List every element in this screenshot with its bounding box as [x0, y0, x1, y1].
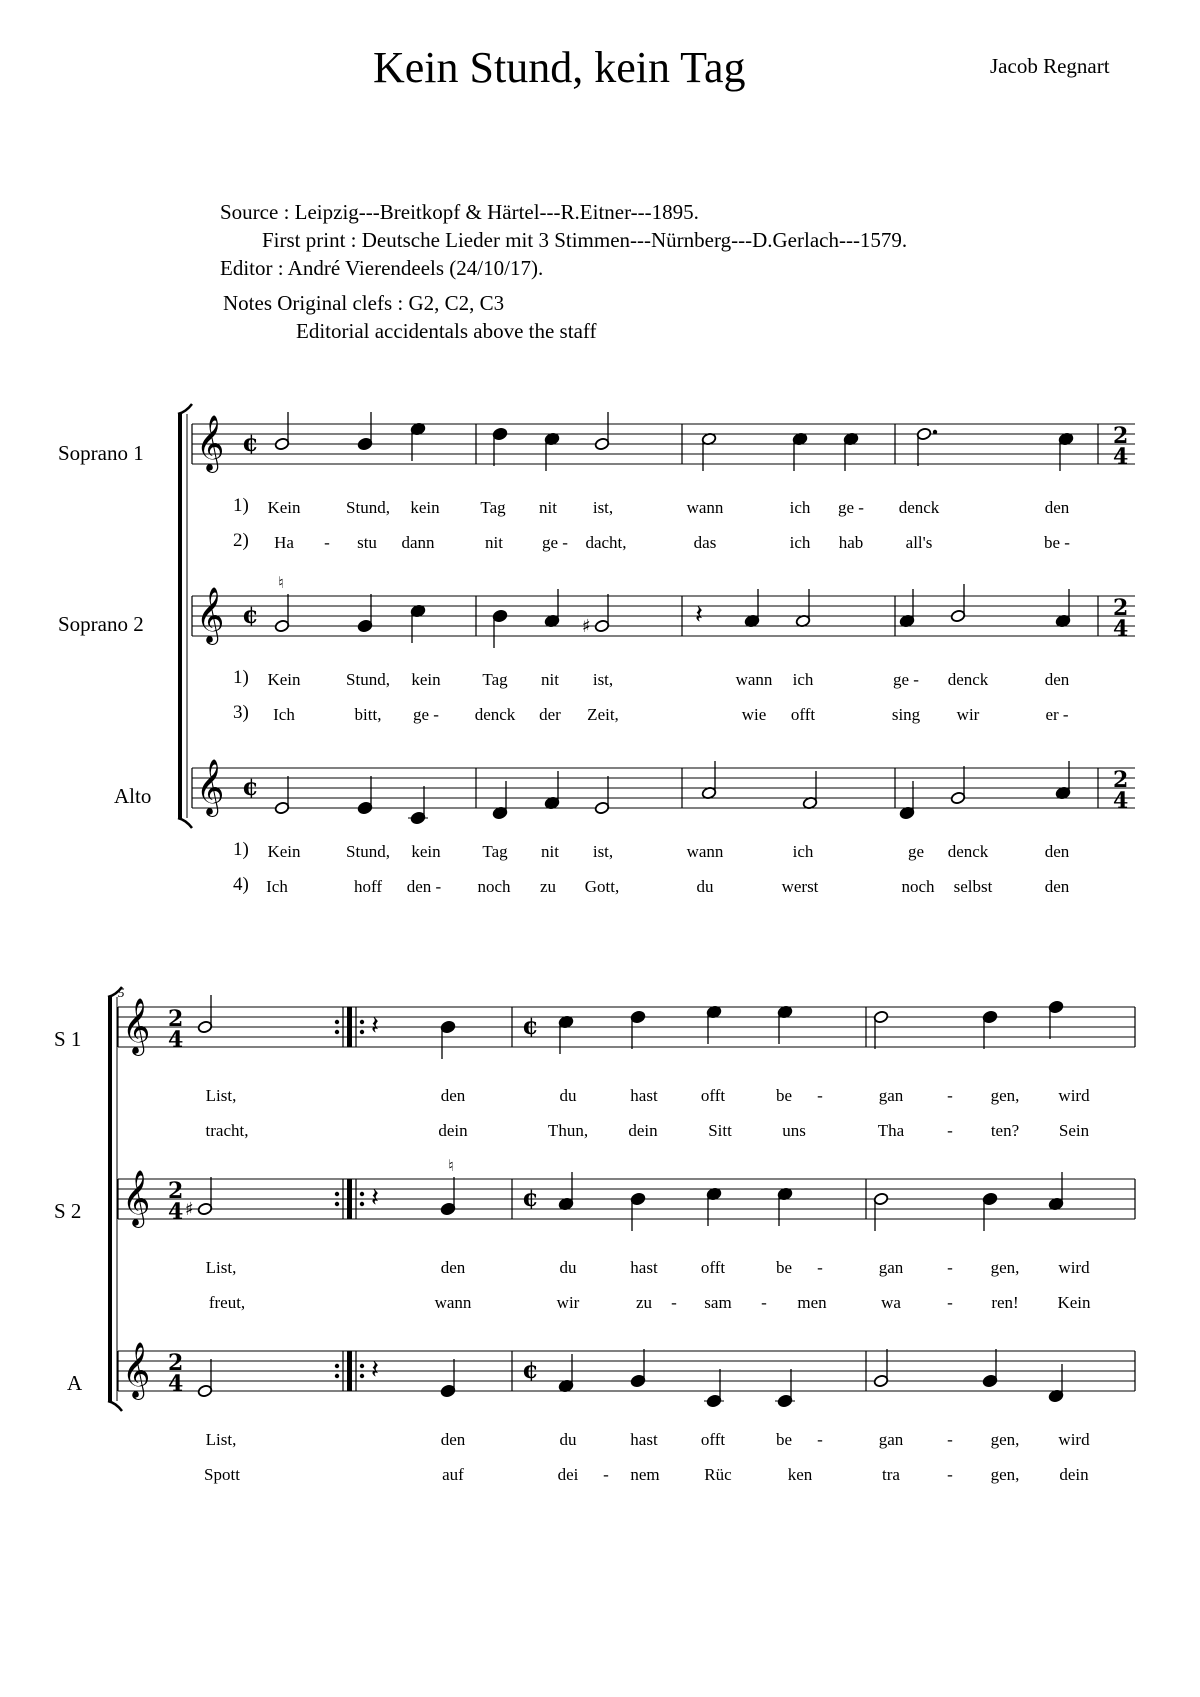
repeat-dot: [335, 1364, 339, 1368]
part-name-soprano1: Soprano 1: [58, 441, 144, 465]
notes-clefs-line: Notes Original clefs : G2, C2, C3: [223, 291, 505, 315]
lyric-syllable: -: [947, 1121, 953, 1140]
lyric-syllable: Gott,: [584, 877, 620, 896]
composer: Jacob Regnart: [990, 54, 1110, 78]
lyric-syllable: denck: [474, 705, 516, 724]
half-note: [795, 589, 810, 628]
lyric-syllable: den: [440, 1258, 466, 1277]
half-note: [701, 432, 716, 471]
lyric-syllable: Tag: [482, 670, 508, 689]
quarter-note: [357, 776, 372, 815]
time-signature-top: 2: [1113, 423, 1129, 449]
sharp-accidental-icon: ♯: [582, 616, 591, 637]
time-signature-top: 2: [1113, 595, 1129, 621]
lyric-syllable: den: [440, 1430, 466, 1449]
lyric-syllable: tracht,: [205, 1121, 249, 1140]
lyric-syllable: freut,: [208, 1293, 246, 1312]
lyric-syllable: ge -: [893, 670, 919, 689]
half-note: [197, 1359, 212, 1398]
cut-time-signature: ¢: [242, 600, 259, 629]
quarter-note: [558, 1354, 573, 1393]
treble-clef-icon: 𝄞: [122, 1170, 151, 1226]
lyric-syllable: kein: [411, 842, 441, 861]
lyric-syllable: du: [696, 877, 714, 896]
quarter-note: [982, 1192, 997, 1231]
lyric-syllable: dann: [401, 533, 435, 552]
lyric-syllable: ge -: [542, 533, 568, 552]
repeat-thick-line: [347, 1007, 352, 1047]
lyric-syllable: den: [1044, 670, 1070, 689]
lyric-syllable: den: [1044, 877, 1070, 896]
verse-number: 4): [233, 874, 249, 895]
time-signature-bottom: 4: [168, 1371, 184, 1397]
treble-clef-icon: 𝄞: [196, 415, 225, 471]
lyric-syllable: -: [817, 1430, 823, 1449]
quarter-note: [440, 1177, 455, 1216]
quarter-note: [558, 1015, 573, 1054]
cut-time-signature: ¢: [522, 1183, 539, 1212]
lyric-syllable: denck: [898, 498, 940, 517]
half-note: [873, 1349, 888, 1388]
lyric-syllable: zu: [539, 877, 557, 896]
lyric-syllable: -: [947, 1086, 953, 1105]
half-note: [594, 776, 609, 815]
lyric-syllable: offt: [790, 705, 816, 724]
lyric-syllable: werst: [781, 877, 819, 896]
lyric-syllable: -: [947, 1258, 953, 1277]
half-note: [274, 776, 289, 815]
half-note: [197, 1177, 212, 1216]
lyric-syllable: dacht,: [585, 533, 627, 552]
time-signature-bottom: 4: [1113, 788, 1129, 814]
lyric-syllable: Tag: [482, 842, 508, 861]
repeat-dot: [360, 1202, 364, 1206]
lyric-syllable: all's: [905, 533, 933, 552]
lyric-syllable: Kein: [267, 842, 301, 861]
lyric-syllable: Kein: [1057, 1293, 1091, 1312]
first-print-line: First print : Deutsche Lieder mit 3 Stimmen---Nürnberg---D.Gerlach---1579.: [262, 228, 908, 252]
part-name-soprano2: Soprano 2: [58, 612, 144, 636]
quarter-note: [843, 432, 858, 471]
quarter-note: [982, 1010, 997, 1049]
quarter-note: [706, 1005, 721, 1044]
half-note: [950, 766, 965, 805]
lyric-syllable: Sein: [1058, 1121, 1090, 1140]
lyric-syllable: offt: [700, 1258, 726, 1277]
lyric-syllable: ich: [789, 533, 811, 552]
quarter-note: [630, 1192, 645, 1231]
half-note: [594, 594, 609, 633]
lyric-syllable: wie: [741, 705, 767, 724]
lyric-syllable: wann: [686, 842, 724, 861]
lyric-syllable: ge -: [838, 498, 864, 517]
repeat-dot: [360, 1364, 364, 1368]
quarter-note: [775, 1369, 795, 1408]
verse-number: 3): [233, 702, 249, 723]
quarter-note: [1058, 432, 1073, 471]
lyric-syllable: List,: [205, 1086, 237, 1105]
lyric-syllable: wir: [556, 1293, 580, 1312]
quarter-note: [1048, 1000, 1063, 1039]
bracket-top-hook: [178, 404, 192, 414]
quarter-note: [1055, 761, 1070, 800]
staff-line-group: [118, 1007, 1135, 1047]
repeat-dot: [335, 1202, 339, 1206]
verse-number: 1): [233, 667, 249, 688]
lyric-syllable: du: [559, 1430, 577, 1449]
page-title: Kein Stund, kein Tag: [373, 43, 746, 92]
quarter-note: [744, 589, 759, 628]
half-note: [873, 1010, 888, 1049]
lyric-syllable: selbst: [953, 877, 993, 896]
lyric-syllable: nit: [541, 670, 559, 689]
part-name-s1: S 1: [54, 1027, 82, 1051]
lyric-syllable: denck: [947, 670, 989, 689]
lyric-syllable: den: [1044, 498, 1070, 517]
lyric-syllable: sam: [704, 1293, 732, 1312]
half-note: [274, 594, 289, 633]
lyric-syllable: wird: [1058, 1430, 1090, 1449]
lyric-syllable: hab: [838, 533, 864, 552]
lyric-syllable: -: [324, 533, 330, 552]
repeat-dot: [335, 1374, 339, 1378]
time-signature-bottom: 4: [1113, 444, 1129, 470]
lyric-syllable: hast: [630, 1086, 658, 1105]
lyric-syllable: er -: [1045, 705, 1069, 724]
staff-line-group: [192, 768, 1135, 808]
lyric-syllable: ich: [792, 670, 814, 689]
lyric-syllable: -: [947, 1465, 953, 1484]
lyric-syllable: ge: [907, 842, 925, 861]
lyric-syllable: Stund,: [346, 498, 390, 517]
lyric-syllable: das: [693, 533, 717, 552]
lyric-syllable: be: [775, 1430, 793, 1449]
lyric-syllable: ist,: [592, 498, 614, 517]
natural-accidental-icon: ♮: [278, 573, 284, 592]
lyric-syllable: gan: [878, 1086, 904, 1105]
lyric-syllable: Spott: [204, 1465, 240, 1484]
time-signature-bottom: 4: [168, 1027, 184, 1053]
lyric-syllable: ge -: [413, 705, 439, 724]
time-signature-top: 2: [168, 1006, 184, 1032]
lyric-syllable: ich: [789, 498, 811, 517]
time-signature-top: 2: [168, 1350, 184, 1376]
repeat-dot: [360, 1374, 364, 1378]
lyric-syllable: tra: [882, 1465, 900, 1484]
treble-clef-icon: 𝄞: [122, 1342, 151, 1398]
lyric-syllable: Rüc: [704, 1465, 732, 1484]
quarter-note: [1048, 1172, 1063, 1211]
lyric-syllable: gen,: [990, 1465, 1020, 1484]
lyric-syllable: Ha: [274, 533, 294, 552]
verse-number: 1): [233, 495, 249, 516]
quarter-note: [492, 781, 507, 820]
lyric-syllable: Stund,: [346, 842, 390, 861]
lyric-syllable: ken: [787, 1465, 813, 1484]
half-note: [701, 761, 716, 800]
half-note: [197, 995, 212, 1034]
quarter-note: [544, 589, 559, 628]
lyric-syllable: -: [817, 1086, 823, 1105]
staff-line-group: [118, 1179, 1135, 1219]
time-signature-bottom: 4: [168, 1199, 184, 1225]
lyric-syllable: -: [761, 1293, 767, 1312]
lyric-syllable: dein: [438, 1121, 468, 1140]
quarter-note: [440, 1020, 455, 1059]
quarter-note: [544, 771, 559, 810]
lyric-syllable: gen,: [990, 1086, 1020, 1105]
quarter-note: [630, 1349, 645, 1388]
lyric-syllable: wird: [1058, 1258, 1090, 1277]
lyric-syllable: Tha: [877, 1121, 905, 1140]
bracket-bottom-hook: [178, 818, 192, 828]
repeat-dot: [335, 1030, 339, 1034]
lyric-syllable: be: [775, 1086, 793, 1105]
staff-line-group: [192, 424, 1135, 464]
lyric-syllable: Stund,: [346, 670, 390, 689]
quarter-note: [777, 1005, 792, 1044]
time-signature-bottom: 4: [1113, 616, 1129, 642]
repeat-dot: [360, 1192, 364, 1196]
quarter-note: [706, 1187, 721, 1226]
lyric-syllable: der: [539, 705, 561, 724]
lyric-syllable: dei: [557, 1465, 579, 1484]
bracket-bottom-hook: [108, 1401, 122, 1411]
quarter-rest-icon: 𝄽: [371, 1183, 379, 1213]
lyric-syllable: be: [775, 1258, 793, 1277]
treble-clef-icon: 𝄞: [122, 998, 151, 1054]
repeat-dot: [335, 1020, 339, 1024]
staff-line-group: [118, 1351, 1135, 1391]
lyric-syllable: noch: [901, 877, 935, 896]
lyric-syllable: men: [797, 1293, 827, 1312]
cut-time-signature: ¢: [242, 772, 259, 801]
measure-number: 5: [118, 985, 125, 1000]
lyric-syllable: dein: [1059, 1465, 1089, 1484]
lyric-syllable: uns: [782, 1121, 806, 1140]
repeat-dot: [360, 1020, 364, 1024]
half-note: [594, 412, 609, 451]
quarter-note: [492, 427, 507, 466]
quarter-note: [357, 594, 372, 633]
quarter-note: [1048, 1364, 1063, 1403]
lyric-syllable: wann: [434, 1293, 472, 1312]
lyric-syllable: ich: [792, 842, 814, 861]
quarter-note: [899, 589, 914, 628]
lyric-syllable: Ich: [266, 877, 288, 896]
lyric-syllable: -: [947, 1293, 953, 1312]
lyric-syllable: Zeit,: [587, 705, 619, 724]
lyric-syllable: gan: [878, 1258, 904, 1277]
repeat-dot: [335, 1192, 339, 1196]
quarter-note: [408, 786, 428, 825]
lyric-syllable: denck: [947, 842, 989, 861]
source-line: Source : Leipzig---Breitkopf & Härtel---R.Eitner---1895.: [220, 200, 699, 224]
lyric-syllable: du: [559, 1086, 577, 1105]
half-note: [873, 1192, 888, 1231]
lyric-syllable: den: [440, 1086, 466, 1105]
lyric-syllable: List,: [205, 1430, 237, 1449]
quarter-note: [777, 1187, 792, 1226]
half-note: [916, 427, 931, 466]
quarter-note: [899, 781, 914, 820]
lyric-syllable: -: [603, 1465, 609, 1484]
half-note: [950, 584, 965, 623]
treble-clef-icon: 𝄞: [196, 759, 225, 815]
lyric-syllable: kein: [411, 670, 441, 689]
natural-accidental-icon: ♮: [448, 1156, 454, 1175]
lyric-syllable: du: [559, 1258, 577, 1277]
lyric-syllable: den: [1044, 842, 1070, 861]
lyric-syllable: hast: [630, 1430, 658, 1449]
quarter-note: [1055, 589, 1070, 628]
quarter-rest-icon: 𝄽: [371, 1355, 379, 1385]
lyric-syllable: nit: [541, 842, 559, 861]
lyric-syllable: dein: [628, 1121, 658, 1140]
lyric-syllable: ist,: [592, 670, 614, 689]
lyric-syllable: Kein: [267, 670, 301, 689]
quarter-note: [558, 1172, 573, 1211]
lyric-syllable: be -: [1044, 533, 1070, 552]
cut-time-signature: ¢: [242, 428, 259, 457]
half-note: [274, 412, 289, 451]
lyric-syllable: Sitt: [708, 1121, 732, 1140]
lyric-syllable: List,: [205, 1258, 237, 1277]
editor-line: Editor : André Vierendeels (24/10/17).: [220, 256, 544, 280]
treble-clef-icon: 𝄞: [196, 587, 225, 643]
quarter-note: [704, 1369, 724, 1408]
lyric-syllable: offt: [700, 1086, 726, 1105]
quarter-note: [492, 609, 507, 648]
augmentation-dot: [933, 430, 937, 434]
quarter-note: [410, 422, 425, 461]
lyric-syllable: hoff: [353, 877, 383, 896]
lyric-syllable: ist,: [592, 842, 614, 861]
lyric-syllable: offt: [700, 1430, 726, 1449]
quarter-note: [630, 1010, 645, 1049]
quarter-rest-icon: 𝄽: [371, 1011, 379, 1041]
lyric-syllable: wir: [956, 705, 980, 724]
lyric-syllable: kein: [410, 498, 440, 517]
quarter-rest-icon: 𝄽: [695, 600, 703, 630]
lyric-syllable: gen,: [990, 1430, 1020, 1449]
lyric-syllable: -: [671, 1293, 677, 1312]
lyric-syllable: ren!: [991, 1293, 1019, 1312]
verse-number: 2): [233, 530, 249, 551]
lyric-syllable: nit: [485, 533, 503, 552]
verse-number: 1): [233, 839, 249, 860]
lyric-syllable: gen,: [990, 1258, 1020, 1277]
lyric-syllable: gan: [878, 1430, 904, 1449]
quarter-note: [410, 604, 425, 643]
repeat-dot: [360, 1030, 364, 1034]
lyric-syllable: nem: [630, 1465, 660, 1484]
lyric-syllable: noch: [477, 877, 511, 896]
part-name-s2: S 2: [54, 1199, 82, 1223]
lyric-syllable: hast: [630, 1258, 658, 1277]
lyric-syllable: wann: [735, 670, 773, 689]
lyric-syllable: auf: [442, 1465, 464, 1484]
cut-time-signature: ¢: [522, 1355, 539, 1384]
quarter-note: [792, 432, 807, 471]
staff-line-group: [192, 596, 1135, 636]
bracket-top-hook: [108, 987, 122, 997]
lyric-syllable: sing: [891, 705, 921, 724]
lyric-syllable: wann: [686, 498, 724, 517]
part-name-a: A: [67, 1371, 83, 1395]
half-note: [802, 771, 817, 810]
lyric-syllable: stu: [357, 533, 377, 552]
lyric-syllable: den -: [406, 877, 442, 896]
cut-time-signature: ¢: [522, 1011, 539, 1040]
lyric-syllable: Kein: [267, 498, 301, 517]
notes-accidentals-line: Editorial accidentals above the staff: [296, 319, 597, 343]
quarter-note: [440, 1359, 455, 1398]
lyric-syllable: bitt,: [354, 705, 382, 724]
quarter-note: [982, 1349, 997, 1388]
lyric-syllable: -: [947, 1430, 953, 1449]
lyric-syllable: nit: [539, 498, 557, 517]
repeat-thick-line: [347, 1179, 352, 1219]
lyric-syllable: wa: [881, 1293, 901, 1312]
part-name-alto: Alto: [114, 784, 152, 808]
lyric-syllable: Thun,: [547, 1121, 589, 1140]
sharp-accidental-icon: ♯: [185, 1199, 194, 1220]
lyric-syllable: -: [817, 1258, 823, 1277]
lyric-syllable: zu: [635, 1293, 653, 1312]
time-signature-top: 2: [1113, 767, 1129, 793]
lyric-syllable: wird: [1058, 1086, 1090, 1105]
lyric-syllable: Ich: [273, 705, 295, 724]
quarter-note: [357, 412, 372, 451]
lyric-syllable: Tag: [480, 498, 506, 517]
quarter-note: [544, 432, 559, 471]
lyric-syllable: ten?: [990, 1121, 1020, 1140]
repeat-thick-line: [347, 1351, 352, 1391]
time-signature-top: 2: [168, 1178, 184, 1204]
